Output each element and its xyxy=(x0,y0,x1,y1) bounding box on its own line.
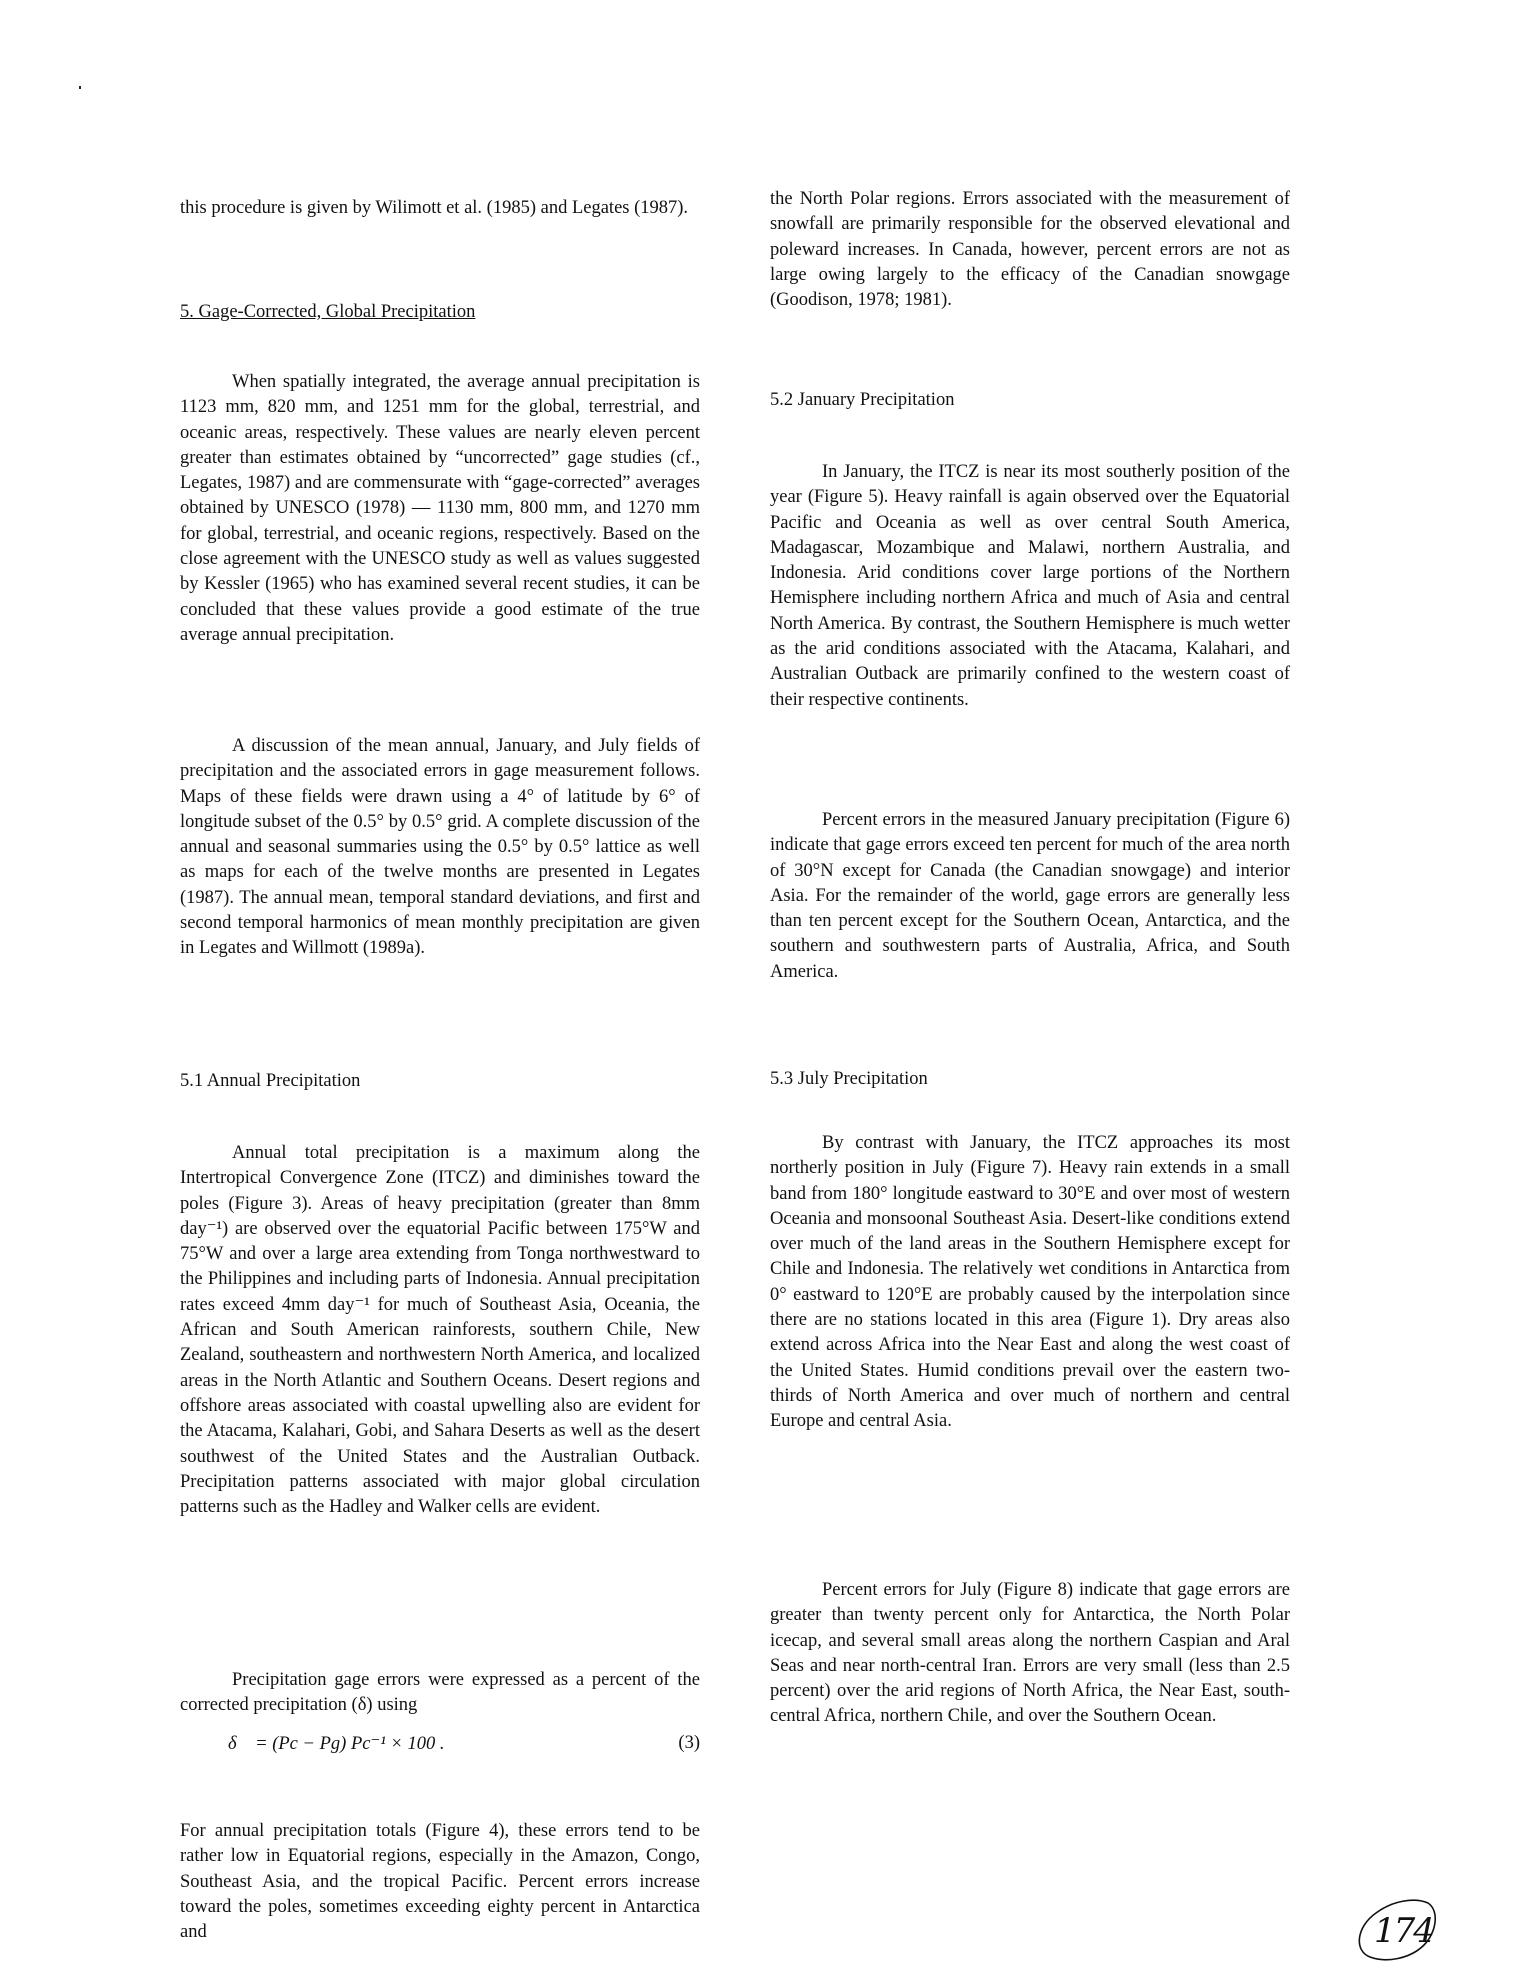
paragraph-january-errors: Percent errors in the measured January precipitation (Figure 6) indicate that gage errors exceed ten percent for much of the area north of 30°N except for Canada (the Canadian snowgage) and interior Asia. For the remainder of the world, gage errors are generally less than ten percent except for the Southern Ocean, Antarctica, and the southern and southwestern parts of Australia, Africa, and South America. xyxy=(770,810,1290,982)
equation-rhs: = (Pc − Pg) Pc⁻¹ × 100 . xyxy=(255,1734,445,1754)
paragraph-global-averages: When spatially integrated, the average annual precipitation is 1123 mm, 820 mm, and 1251 mm for the global, terrestrial, and oceanic areas, respectively. These values are nearly eleven percent greater than estimates obtained by “uncorrected” gage studies (cf., Legates, 1987) and are commensurate with “gage-corrected” averages obtained by UNESCO (1978) — 1130 mm, 800 mm, and 1270 mm for global, terrestrial, and oceanic regions, respectively. Based on the close agreement with the UNESCO study as well as values suggested by Kessler (1965) who has examined several recent studies, it can be concluded that these values provide a good estimate of the true average annual precipitation. xyxy=(180,372,700,645)
handwritten-page-number xyxy=(1352,1895,1438,1963)
section-heading-5: 5. Gage-Corrected, Global Precipitation xyxy=(180,302,476,322)
paragraph-discussion-intro: A discussion of the mean annual, January, and July fields of precipitation and the associated errors in gage measurement follows. Maps of these fields were drawn using a 4° of latitude by 6° of longitude subset of the 0.5° by 0.5° grid. A complete discussion of the annual and seasonal summaries using the 0.5° by 0.5° lattice as well as maps for each of the twelve months are presented in Legates (1987). The annual mean, temporal standard deviations, and first and second temporal harmonics of mean monthly precipitation are given in Legates and Willmott (1989a). xyxy=(180,736,700,959)
equation-number: (3) xyxy=(678,1733,700,1753)
section-heading-5-1: 5.1 Annual Precipitation xyxy=(180,1071,361,1091)
paragraph-july-precipitation: By contrast with January, the ITCZ approaches its most northerly position in July (Figure 7). Heavy rain extends in a small band from 180° longitude eastward to 30°E and over most of western Oceania and monsoonal Southeast Asia. Desert-like conditions extend over much of the land areas in the Southern Hemisphere except for Chile and Indonesia. The relatively wet conditions in Antarctica from 0° eastward to 120°E are probably caused by the interpolation since there are no stations located in this area (Figure 1). Dry areas also extend across Africa into the Near East and along the west coast of the United States. Humid conditions prevail over the eastern two-thirds of North America and over much of northern and central Europe and central Asia. xyxy=(770,1133,1290,1432)
page-number-text: 174 xyxy=(1374,1911,1433,1951)
continuation-paragraph: this procedure is given by Wilimott et al. (1985) and Legates (1987). xyxy=(180,198,689,218)
scan-speck xyxy=(79,86,81,89)
paragraph-annual-precipitation: Annual total precipitation is a maximum along the Intertropical Convergence Zone (ITCZ) and diminishes toward the poles (Figure 3). Areas of heavy precipitation (greater than 8mm day⁻¹) are observed over the equatorial Pacific between 175°W and 75°W and over a large area extending from Tonga northwestward to the Philippines and including parts of Indonesia. Annual precipitation rates exceed 4mm day⁻¹ for much of Southeast Asia, Oceania, the African and South American rainforests, southern Chile, New Zealand, southeastern and northwestern North America, and localized areas in the North Atlantic and Southern Oceans. Desert regions and offshore areas associated with coastal upwelling also are evident for the Atacama, Kalahari, Gobi, and Sahara Deserts as well as the desert southwest of the United States and the Australian Outback. Precipitation patterns associated with major global circulation patterns such as the Hadley and Walker cells are evident. xyxy=(180,1143,700,1518)
paragraph-january-precipitation: In January, the ITCZ is near its most southerly position of the year (Figure 5). Heavy rainfall is again observed over the Equatorial Pacific and Oceania as well as over central South America, Madagascar, Mozambique and Malawi, northern Australia, and Indonesia. Arid conditions cover large portions of the Northern Hemisphere including northern Africa and much of Asia and central North America. By contrast, the Southern Hemisphere is much wetter as the arid conditions associated with the Atacama, Kalahari, and Australian Outback are primarily confined to the western coast of their respective continents. xyxy=(770,462,1290,710)
section-heading-5-2: 5.2 January Precipitation xyxy=(770,390,955,410)
paragraph-july-errors: Percent errors for July (Figure 8) indicate that gage errors are greater than twenty percent only for Antarctica, the North Polar icecap, and several small areas along the northern Caspian and Aral Seas and near north-central Iran. Errors are very small (less than 2.5 percent) over the arid regions of North Africa, the Near East, south-central Africa, northern Chile, and over the Southern Ocean. xyxy=(770,1580,1290,1727)
equation-lhs: δ xyxy=(228,1734,237,1754)
paragraph-annual-errors: For annual precipitation totals (Figure 4), these errors tend to be rather low in Equatorial regions, especially in the Amazon, Congo, Southeast Asia, and the tropical Pacific. Percent errors increase toward the poles, sometimes exceeding eighty percent in Antarctica and xyxy=(180,1821,700,1943)
continuation-paragraph-right: the North Polar regions. Errors associated with the measurement of snowfall are primarily responsible for the observed elevational and poleward increases. In Canada, however, percent errors are not as large owing largely to the efficacy of the Canadian snowgage (Goodison, 1978; 1981). xyxy=(770,189,1290,311)
equation-3 xyxy=(180,1733,700,1755)
paragraph-gage-errors: Precipitation gage errors were expressed as a percent of the corrected precipitation (δ) using xyxy=(180,1670,700,1716)
section-heading-5-3: 5.3 July Precipitation xyxy=(770,1069,928,1089)
